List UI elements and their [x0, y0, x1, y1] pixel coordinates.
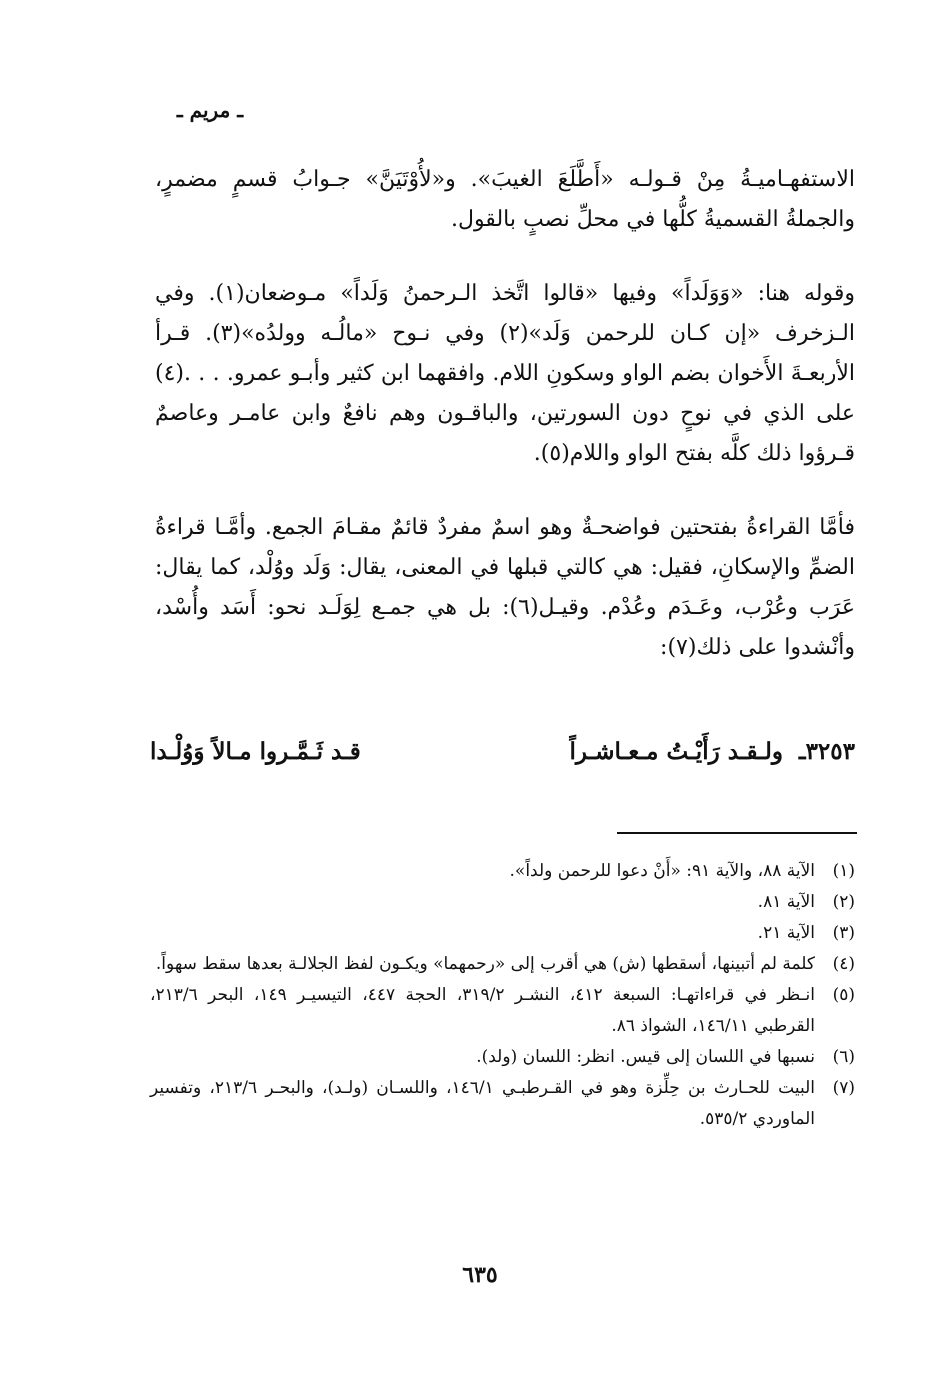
footnote-separator	[617, 832, 857, 834]
footnote	[150, 856, 855, 887]
paragraph-3: فأمَّا القراءةُ بفتحتين فواضحـةٌ وهو اسمٌ مفردٌ قائمٌ مقـامَ الجمع. وأمَّـا قراءةُ الضمِّ والإسكانِ، فقيل: هي كالتي قبلها في المعنى، يقال: وَلَد ووُلْد، كما يقال: عَرَب وعُرْب، وعَـدَم وعُدْم. وقيـل(٦): بل هي جمـع لِوَلَـد نحو: أَسَد وأُسْد، وأنْشدوا على ذلك(٧):	[155, 515, 856, 660]
footnote-number: (٣)	[832, 923, 855, 943]
footnote-number: (٢)	[832, 892, 855, 912]
footnote-text: الآية ٨٨، والآية ٩١: «أَنْ دعوا للرحمن ولداً».	[509, 861, 815, 881]
page-number: ٦٣٥	[462, 1262, 498, 1288]
main-text	[155, 160, 855, 668]
footnote-text: الآية ٢١.	[757, 923, 815, 943]
footnote	[150, 918, 855, 949]
verse-number: ٣٢٥٣ـ	[798, 738, 855, 765]
footnote	[150, 980, 855, 1042]
footnote	[150, 1042, 855, 1073]
footnote-number: (١)	[832, 861, 855, 881]
footnote	[150, 887, 855, 918]
footnote-number: (٤)	[832, 954, 855, 974]
verse-first-hemistich: ولـقـد رَأَيْـتُ مـعـاشـراً	[569, 738, 783, 765]
footnote-text: الآية ٨١.	[757, 892, 815, 912]
footnote-number: (٧)	[832, 1078, 855, 1098]
paragraph-2: وقوله هنا: «وَوَلَداً» وفيها «قالوا اتَّخذ الـرحمنُ وَلَداً» مـوضعان(١). وفي الـزخرف «إن كـان للرحمن وَلَد»(٢) وفي نـوح «مالُـه وولدُه»(٣). قـرأ الأربعـةَ الأَخوان بضم الواو وسكونِ اللام. وافقهما ابن كثير وأبـو عمرو. . . .(٤) على الذي في نوحٍ دون السورتين، والباقـون وهم نافعٌ وابن عامـر وعاصمٌ قـرؤوا ذلك كلَّه بفتح الواو واللام(٥).	[155, 281, 856, 466]
footnote-number: (٥)	[832, 985, 855, 1005]
verse-second-hemistich: قـد ثَـمَّـروا مـالاً وَوُلْـدا	[150, 738, 361, 765]
footnote-text: انـظر في قراءاتهـا: السبعة ٤١٢، النشـر ٣١٩/٢، الحجة ٤٤٧، التيسيـر ١٤٩، البحر ٢١٣/٦، القرطبي ١٤٦/١١، الشواذ ٨٦.	[150, 985, 815, 1036]
footnote-text: نسبها في اللسان إلى قيس. انظر: اللسان (ولد).	[476, 1047, 815, 1067]
footnote-number: (٦)	[832, 1047, 855, 1067]
poetry-verse	[150, 738, 855, 782]
running-header: ـ مريم ـ	[176, 98, 244, 122]
footnote-text: كلمة لم أتبينها، أسقطها (ش) هي أقرب إلى «رحمهما» ويكـون لفظ الجلالـة بعدها سقط سهواً.	[155, 954, 815, 974]
footnote	[150, 1073, 855, 1135]
footnote	[150, 949, 855, 980]
paragraph-1: الاستفهـاميـةُ مِنْ قـولـه «أَطَّلَعَ الغيبَ». و«لأُوْتَيَنَّ» جـوابُ قسمٍ مضمرٍ، والجملةُ القسميةُ كلُّها في محلِّ نصبٍ بالقول.	[155, 167, 855, 232]
footnote-text: البيت للحـارث بن حِلِّزة وهو في القـرطبـي ١٤٦/١، واللسـان (ولـد)، والبحـر ٢١٣/٦، وتفسير الماوردي ٥٣٥/٢.	[150, 1078, 816, 1129]
footnotes	[150, 856, 855, 1135]
